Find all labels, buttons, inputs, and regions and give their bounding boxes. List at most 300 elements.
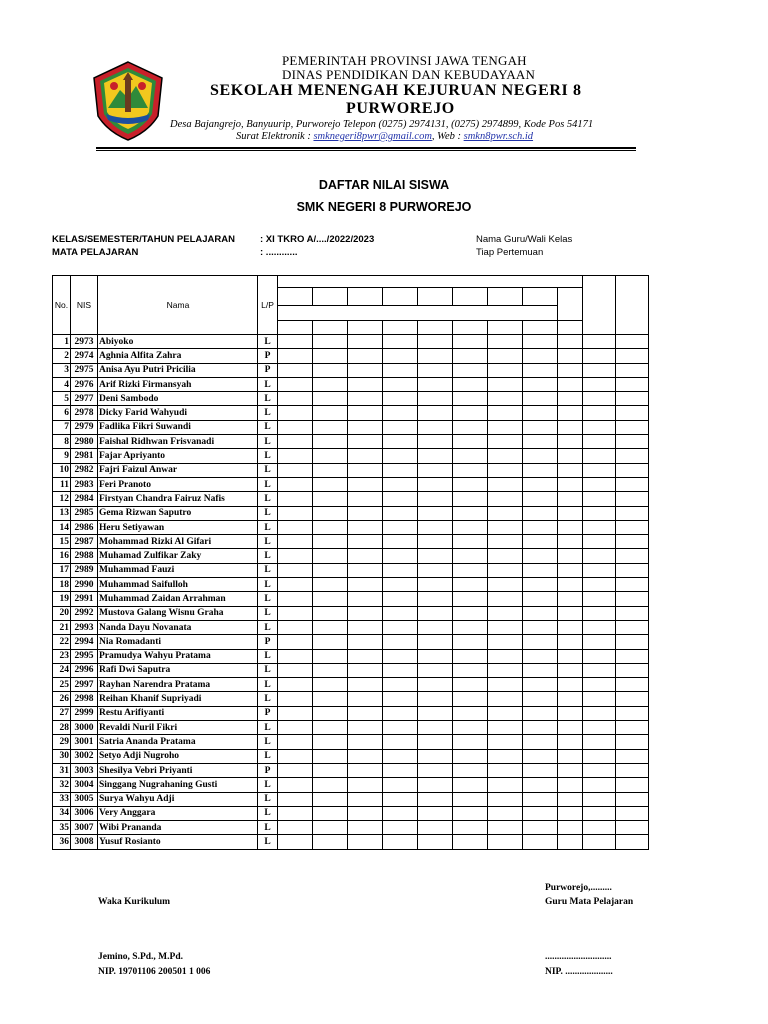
- grade-cell: [558, 506, 583, 520]
- grade-cell: [313, 535, 348, 549]
- header-cell: [453, 320, 488, 334]
- grade-cell: [313, 692, 348, 706]
- grade-cell: [488, 620, 523, 634]
- table-row: [53, 463, 649, 477]
- grade-cell: [313, 520, 348, 534]
- grade-cell: [383, 663, 418, 677]
- grade-cell: [348, 335, 383, 349]
- header-cell: [523, 320, 558, 334]
- grade-cell: [558, 492, 583, 506]
- grade-cell: [523, 492, 558, 506]
- grade-cell: [488, 778, 523, 792]
- table-row: [53, 721, 649, 735]
- grade-cell: [523, 549, 558, 563]
- row-no: 34: [53, 806, 71, 820]
- grade-cell: [278, 763, 313, 777]
- grade-cell: [278, 449, 313, 463]
- grade-cell: [488, 635, 523, 649]
- row-nis: 3005: [71, 792, 98, 806]
- row-no: 25: [53, 678, 71, 692]
- grade-cell: [418, 549, 453, 563]
- grade-cell: [278, 678, 313, 692]
- waka-name: Jemino, S.Pd., M.Pd.: [98, 952, 183, 962]
- grade-cell: [583, 763, 616, 777]
- grade-cell: [523, 606, 558, 620]
- grade-cell: [558, 363, 583, 377]
- grade-cell: [418, 663, 453, 677]
- grade-cell: [488, 435, 523, 449]
- row-lp: L: [258, 749, 278, 763]
- grade-cell: [488, 463, 523, 477]
- grade-cell: [583, 663, 616, 677]
- grade-cell: [278, 606, 313, 620]
- row-no: 2: [53, 349, 71, 363]
- grade-cell: [418, 778, 453, 792]
- grade-cell: [558, 463, 583, 477]
- grade-cell: [313, 349, 348, 363]
- grade-cell: [488, 663, 523, 677]
- grade-cell: [488, 535, 523, 549]
- grade-cell: [313, 335, 348, 349]
- grade-cell: [453, 806, 488, 820]
- grade-cell: [488, 792, 523, 806]
- grade-cell: [313, 635, 348, 649]
- grade-cell: [523, 721, 558, 735]
- grade-cell: [453, 592, 488, 606]
- grade-cell: [453, 678, 488, 692]
- grade-cell: [523, 778, 558, 792]
- row-lp: L: [258, 492, 278, 506]
- grade-cell: [348, 463, 383, 477]
- grade-cell: [523, 592, 558, 606]
- grade-cell: [418, 377, 453, 391]
- grade-cell: [616, 792, 649, 806]
- row-nis: 3001: [71, 735, 98, 749]
- kop-divider-thin: [96, 150, 636, 151]
- grade-cell: [348, 363, 383, 377]
- grade-cell: [523, 735, 558, 749]
- grade-cell: [616, 606, 649, 620]
- grade-cell: [348, 749, 383, 763]
- row-lp: L: [258, 420, 278, 434]
- row-nama: Deni Sambodo: [98, 392, 258, 406]
- header-cell: [488, 288, 523, 306]
- table-row: [53, 792, 649, 806]
- row-no: 4: [53, 377, 71, 391]
- header-cell: [278, 305, 558, 320]
- grade-cell: [278, 635, 313, 649]
- header-cell: [348, 288, 383, 306]
- row-nama: Firstyan Chandra Fairuz Nafis: [98, 492, 258, 506]
- row-nama: Restu Arifiyanti: [98, 706, 258, 720]
- row-nis: 3002: [71, 749, 98, 763]
- row-nama: Yusuf Rosianto: [98, 835, 258, 849]
- grade-cell: [278, 492, 313, 506]
- grade-cell: [313, 592, 348, 606]
- grade-cell: [278, 349, 313, 363]
- row-lp: L: [258, 835, 278, 849]
- row-nama: Muhammad Zaidan Arrahman: [98, 592, 258, 606]
- grade-cell: [348, 678, 383, 692]
- grade-cell: [558, 721, 583, 735]
- grade-cell: [523, 821, 558, 835]
- row-nama: Feri Pranoto: [98, 477, 258, 491]
- grade-cell: [558, 592, 583, 606]
- grade-cell: [278, 649, 313, 663]
- row-nama: Faishal Ridhwan Frisvanadi: [98, 435, 258, 449]
- row-no: 3: [53, 363, 71, 377]
- page-title: DAFTAR NILAI SISWA: [318, 178, 450, 192]
- row-no: 36: [53, 835, 71, 849]
- row-lp: L: [258, 563, 278, 577]
- grade-cell: [278, 620, 313, 634]
- row-nama: Reihan Khanif Supriyadi: [98, 692, 258, 706]
- grade-cell: [418, 477, 453, 491]
- nilai-table: [52, 275, 649, 850]
- row-no: 18: [53, 578, 71, 592]
- grade-cell: [348, 520, 383, 534]
- grade-cell: [418, 335, 453, 349]
- grade-cell: [616, 406, 649, 420]
- grade-cell: [558, 792, 583, 806]
- grade-cell: [583, 363, 616, 377]
- grade-cell: [418, 635, 453, 649]
- table-row: [53, 806, 649, 820]
- header-nama: Nama: [98, 276, 258, 335]
- grade-cell: [383, 792, 418, 806]
- grade-cell: [418, 806, 453, 820]
- header-cell: [348, 320, 383, 334]
- grade-cell: [383, 721, 418, 735]
- grade-cell: [523, 806, 558, 820]
- grade-cell: [278, 520, 313, 534]
- grade-cell: [523, 692, 558, 706]
- row-nama: Fadlika Fikri Suwandi: [98, 420, 258, 434]
- grade-cell: [453, 735, 488, 749]
- grade-cell: [558, 477, 583, 491]
- grade-cell: [383, 578, 418, 592]
- grade-cell: [348, 635, 383, 649]
- grade-cell: [313, 377, 348, 391]
- row-nis: 2985: [71, 506, 98, 520]
- grade-cell: [616, 763, 649, 777]
- grade-cell: [383, 363, 418, 377]
- grade-cell: [453, 620, 488, 634]
- grade-cell: [583, 592, 616, 606]
- grade-cell: [383, 592, 418, 606]
- grade-cell: [313, 420, 348, 434]
- row-nis: 3007: [71, 821, 98, 835]
- row-no: 17: [53, 563, 71, 577]
- row-lp: L: [258, 792, 278, 806]
- grade-cell: [418, 749, 453, 763]
- header-no: No.: [53, 276, 71, 335]
- header-cell: [278, 288, 313, 306]
- page-subtitle: SMK NEGERI 8 PURWOREJO: [296, 200, 472, 214]
- row-lp: L: [258, 692, 278, 706]
- grade-cell: [523, 477, 558, 491]
- grade-cell: [583, 520, 616, 534]
- grade-cell: [348, 506, 383, 520]
- grade-cell: [453, 463, 488, 477]
- grade-cell: [313, 463, 348, 477]
- guru-label: Nama Guru/Wali Kelas: [476, 234, 573, 245]
- grade-cell: [453, 420, 488, 434]
- row-no: 10: [53, 463, 71, 477]
- grade-cell: [558, 763, 583, 777]
- grade-cell: [348, 392, 383, 406]
- grade-cell: [383, 420, 418, 434]
- row-no: 24: [53, 663, 71, 677]
- grade-cell: [383, 806, 418, 820]
- grade-cell: [583, 392, 616, 406]
- row-lp: L: [258, 520, 278, 534]
- grade-cell: [558, 449, 583, 463]
- grade-cell: [453, 821, 488, 835]
- grade-cell: [348, 592, 383, 606]
- grade-cell: [616, 620, 649, 634]
- grade-cell: [278, 721, 313, 735]
- grade-cell: [616, 663, 649, 677]
- grade-cell: [313, 563, 348, 577]
- row-no: 1: [53, 335, 71, 349]
- grade-cell: [348, 620, 383, 634]
- grade-cell: [583, 835, 616, 849]
- grade-cell: [348, 435, 383, 449]
- grade-cell: [313, 792, 348, 806]
- grade-cell: [278, 335, 313, 349]
- grade-cell: [383, 492, 418, 506]
- grade-cell: [313, 477, 348, 491]
- grade-cell: [583, 821, 616, 835]
- grade-cell: [418, 620, 453, 634]
- grade-cell: [558, 735, 583, 749]
- grade-cell: [616, 506, 649, 520]
- grade-cell: [558, 620, 583, 634]
- grade-cell: [278, 477, 313, 491]
- grade-cell: [558, 563, 583, 577]
- grade-cell: [383, 406, 418, 420]
- grade-cell: [383, 835, 418, 849]
- grade-cell: [383, 477, 418, 491]
- grade-cell: [523, 763, 558, 777]
- table-row: [53, 363, 649, 377]
- row-lp: L: [258, 663, 278, 677]
- grade-cell: [418, 706, 453, 720]
- table-row: [53, 563, 649, 577]
- grade-cell: [313, 649, 348, 663]
- grade-cell: [278, 435, 313, 449]
- kop-web-link[interactable]: smkn8pwr.sch.id: [463, 131, 534, 142]
- grade-cell: [616, 492, 649, 506]
- row-nis: 2982: [71, 463, 98, 477]
- grade-cell: [418, 606, 453, 620]
- row-nis: 2986: [71, 520, 98, 534]
- grade-cell: [383, 606, 418, 620]
- row-nis: 2995: [71, 649, 98, 663]
- row-lp: L: [258, 477, 278, 491]
- grade-cell: [348, 477, 383, 491]
- grade-cell: [488, 520, 523, 534]
- grade-cell: [583, 678, 616, 692]
- row-no: 7: [53, 420, 71, 434]
- kop-alamat: Desa Bajangrejo, Banyuurip, Purworejo Telepon (0275) 2974131, (0275) 2974899, Kode Pos 54171: [170, 119, 594, 130]
- grade-cell: [278, 578, 313, 592]
- grade-cell: [488, 420, 523, 434]
- grade-cell: [278, 549, 313, 563]
- grade-cell: [583, 435, 616, 449]
- row-lp: L: [258, 592, 278, 606]
- grade-cell: [313, 821, 348, 835]
- grade-cell: [558, 392, 583, 406]
- grade-cell: [488, 649, 523, 663]
- row-nama: Arif Rizki Firmansyah: [98, 377, 258, 391]
- grade-cell: [313, 506, 348, 520]
- row-lp: L: [258, 606, 278, 620]
- grade-cell: [383, 563, 418, 577]
- row-no: 23: [53, 649, 71, 663]
- table-row: [53, 435, 649, 449]
- grade-cell: [616, 435, 649, 449]
- header-cell: [278, 320, 313, 334]
- kelas-value: : XI TKRO A/..../2022/2023: [260, 234, 375, 245]
- row-nis: 2994: [71, 635, 98, 649]
- grade-cell: [278, 377, 313, 391]
- grade-cell: [523, 706, 558, 720]
- header-cell: [488, 320, 523, 334]
- grade-cell: [383, 649, 418, 663]
- grade-cell: [278, 706, 313, 720]
- grade-cell: [583, 706, 616, 720]
- row-lp: L: [258, 335, 278, 349]
- grade-cell: [383, 620, 418, 634]
- grade-cell: [418, 563, 453, 577]
- grade-cell: [488, 721, 523, 735]
- grade-cell: [453, 792, 488, 806]
- grade-cell: [383, 449, 418, 463]
- grade-cell: [616, 749, 649, 763]
- row-nis: 3004: [71, 778, 98, 792]
- header-extra-a: [583, 276, 616, 335]
- table-row: [53, 535, 649, 549]
- row-lp: L: [258, 578, 278, 592]
- grade-cell: [523, 678, 558, 692]
- table-row: [53, 749, 649, 763]
- row-lp: P: [258, 363, 278, 377]
- grade-cell: [348, 735, 383, 749]
- grade-cell: [616, 520, 649, 534]
- grade-cell: [313, 435, 348, 449]
- grade-cell: [583, 449, 616, 463]
- row-nis: 2993: [71, 620, 98, 634]
- grade-cell: [418, 435, 453, 449]
- grade-cell: [418, 363, 453, 377]
- grade-cell: [278, 821, 313, 835]
- grade-cell: [523, 620, 558, 634]
- grade-cell: [453, 692, 488, 706]
- row-nis: 3008: [71, 835, 98, 849]
- grade-cell: [453, 377, 488, 391]
- grade-cell: [616, 578, 649, 592]
- grade-cell: [348, 835, 383, 849]
- row-lp: L: [258, 435, 278, 449]
- grade-cell: [583, 477, 616, 491]
- grade-cell: [616, 592, 649, 606]
- row-nama: Very Anggara: [98, 806, 258, 820]
- header-nis: NIS: [71, 276, 98, 335]
- grade-cell: [453, 706, 488, 720]
- grade-cell: [418, 763, 453, 777]
- row-no: 26: [53, 692, 71, 706]
- grade-cell: [313, 835, 348, 849]
- grade-cell: [348, 563, 383, 577]
- grade-cell: [348, 449, 383, 463]
- table-row: [53, 578, 649, 592]
- grade-cell: [558, 678, 583, 692]
- grade-cell: [453, 549, 488, 563]
- grade-cell: [488, 449, 523, 463]
- grade-cell: [383, 349, 418, 363]
- grade-cell: [383, 735, 418, 749]
- grade-cell: [278, 806, 313, 820]
- grade-cell: [313, 763, 348, 777]
- grade-cell: [348, 492, 383, 506]
- row-nama: Wibi Prananda: [98, 821, 258, 835]
- grade-cell: [278, 663, 313, 677]
- grade-cell: [418, 735, 453, 749]
- grade-cell: [488, 835, 523, 849]
- table-row: [53, 678, 649, 692]
- row-nama: Aghnia Alfita Zahra: [98, 349, 258, 363]
- pertemuan-label: Tiap Pertemuan: [476, 247, 544, 258]
- row-no: 33: [53, 792, 71, 806]
- row-no: 14: [53, 520, 71, 534]
- table-row: [53, 620, 649, 634]
- row-no: 28: [53, 721, 71, 735]
- grade-cell: [278, 392, 313, 406]
- grade-cell: [583, 406, 616, 420]
- row-nama: Surya Wahyu Adji: [98, 792, 258, 806]
- grade-cell: [313, 578, 348, 592]
- row-lp: L: [258, 806, 278, 820]
- grade-cell: [583, 735, 616, 749]
- grade-cell: [488, 678, 523, 692]
- kop-web-prefix: , Web :: [431, 131, 464, 142]
- grade-cell: [418, 692, 453, 706]
- grade-cell: [558, 635, 583, 649]
- row-lp: L: [258, 620, 278, 634]
- row-no: 21: [53, 620, 71, 634]
- row-nis: 2990: [71, 578, 98, 592]
- grade-cell: [616, 392, 649, 406]
- table-row: [53, 735, 649, 749]
- grade-cell: [523, 520, 558, 534]
- grade-cell: [558, 692, 583, 706]
- table-row: [53, 706, 649, 720]
- grade-cell: [523, 435, 558, 449]
- row-lp: L: [258, 649, 278, 663]
- kop-email-link[interactable]: smknegeri8pwr@gmail.com: [313, 131, 432, 142]
- grade-cell: [453, 392, 488, 406]
- row-lp: P: [258, 635, 278, 649]
- table-row: [53, 349, 649, 363]
- row-nama: Fajar Apriyanto: [98, 449, 258, 463]
- grade-cell: [313, 606, 348, 620]
- row-nama: Nia Romadanti: [98, 635, 258, 649]
- grade-cell: [583, 749, 616, 763]
- row-no: 12: [53, 492, 71, 506]
- grade-cell: [383, 435, 418, 449]
